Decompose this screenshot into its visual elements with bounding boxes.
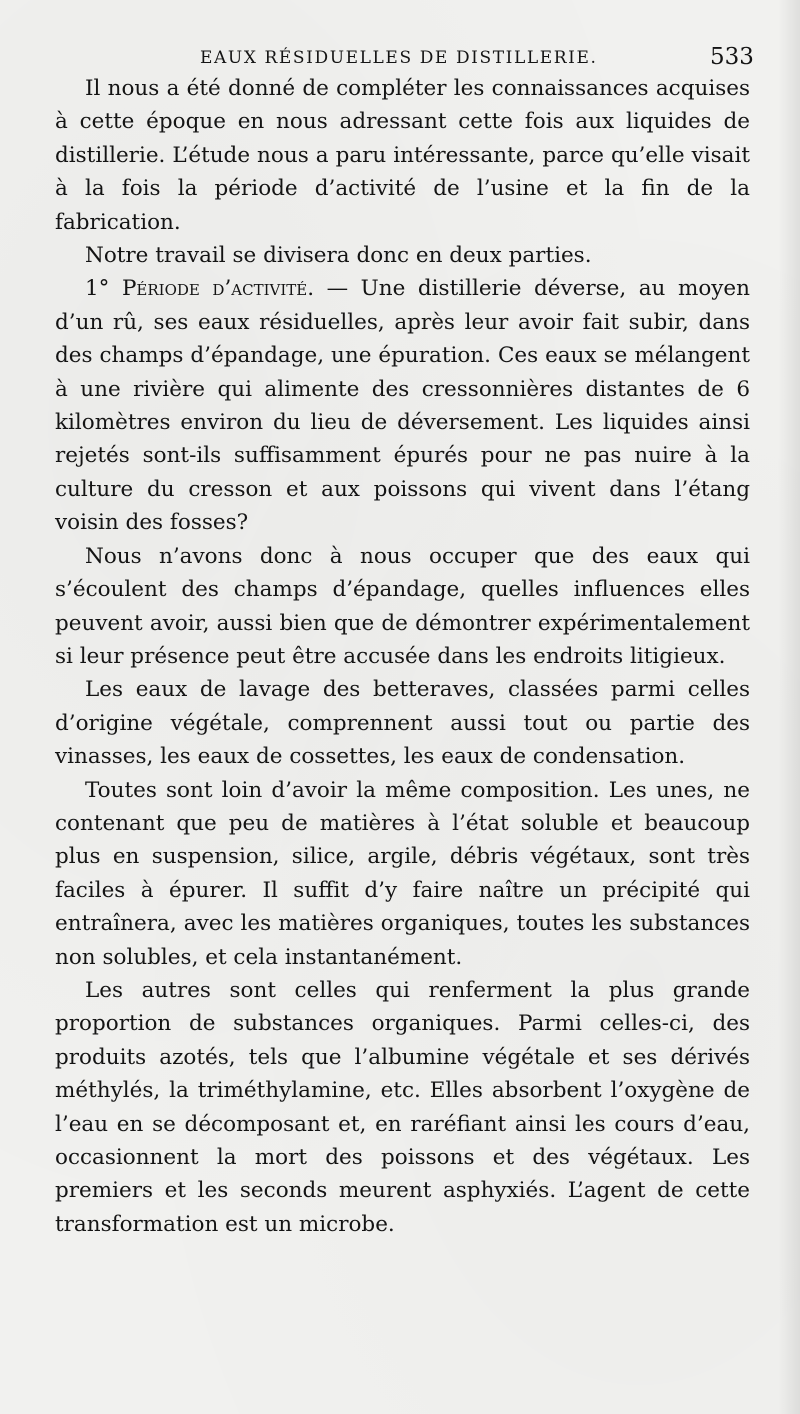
paragraph <box>55 673 750 773</box>
page-header <box>0 44 800 74</box>
paragraph-text: Il nous a été donné de compléter les connaissances acquises à cette époque en nous adressant cette fois aux liquides de distillerie. L’étude nous a paru intéressante, parce qu’elle visait à la fois la période d’activité de l’usine et la fin de la fabrication. <box>55 76 750 235</box>
paragraph <box>55 974 750 1241</box>
paragraph-text: Toutes sont loin d’avoir la même composition. Les unes, ne contenant que peu de matières à l’état soluble et beaucoup plus en suspension, silice, argile, débris végétaux, sont très faciles à épurer. Il suffit d’y faire naître un précipité qui entraînera, avec les matières organiques, toutes les substances non solubles, et cela instantanément. <box>55 777 750 970</box>
section-heading: 1° Période d’activité. <box>85 276 315 302</box>
paragraph-text: Les eaux de lavage des betteraves, classées parmi celles d’origine végétale, comprennent aussi tout ou partie des vinasses, les eaux de cossettes, les eaux de condensation. <box>55 677 750 770</box>
paragraph <box>55 540 750 674</box>
paragraph-text: Notre travail se divisera donc en deux parties. <box>85 243 592 269</box>
paragraph-text: — Une distillerie déverse, au moyen d’un rû, ses eaux résiduelles, après leur avoir fait subir, dans des champs d’épandage, une épuration. Ces eaux se mélangent à une rivière qui alimente des cressonnières distantes de 6 kilomètres environ du lieu de déversement. Les liquides ainsi rejetés sont-ils suffisamment épurés pour ne pas nuire à la culture du cresson et aux poissons qui vivent dans l’étang voisin des fosses? <box>55 276 750 536</box>
paragraph <box>55 239 750 272</box>
paragraph-text: Les autres sont celles qui renferment la plus grande proportion de substances organiques. Parmi celles-ci, des produits azotés, tels que l’albumine végétale et ses dérivés méthylés, la triméthylamine, etc. Elles absorbent l’oxygène de l’eau en se décomposant et, en raréfiant ainsi les cours d’eau, occasionnent la mort des poissons et des végétaux. Les premiers et les seconds meurent asphyxiés. L’agent de cette transformation est un microbe. <box>55 977 750 1237</box>
paragraph <box>55 272 750 539</box>
page-edge-shadow <box>778 0 800 1414</box>
paragraph <box>55 774 750 974</box>
running-title: EAUX RÉSIDUELLES DE DISTILLERIE. <box>200 48 598 68</box>
paragraph-text: Nous n’avons donc à nous occuper que des eaux qui s’écoulent des champs d’épandage, quelles influences elles peuvent avoir, aussi bien que de démontrer expérimentalement si leur présence peut être accusée dans les endroits litigieux. <box>55 543 750 669</box>
page-number: 533 <box>710 44 754 70</box>
body-text <box>55 72 750 1241</box>
paragraph <box>55 72 750 239</box>
